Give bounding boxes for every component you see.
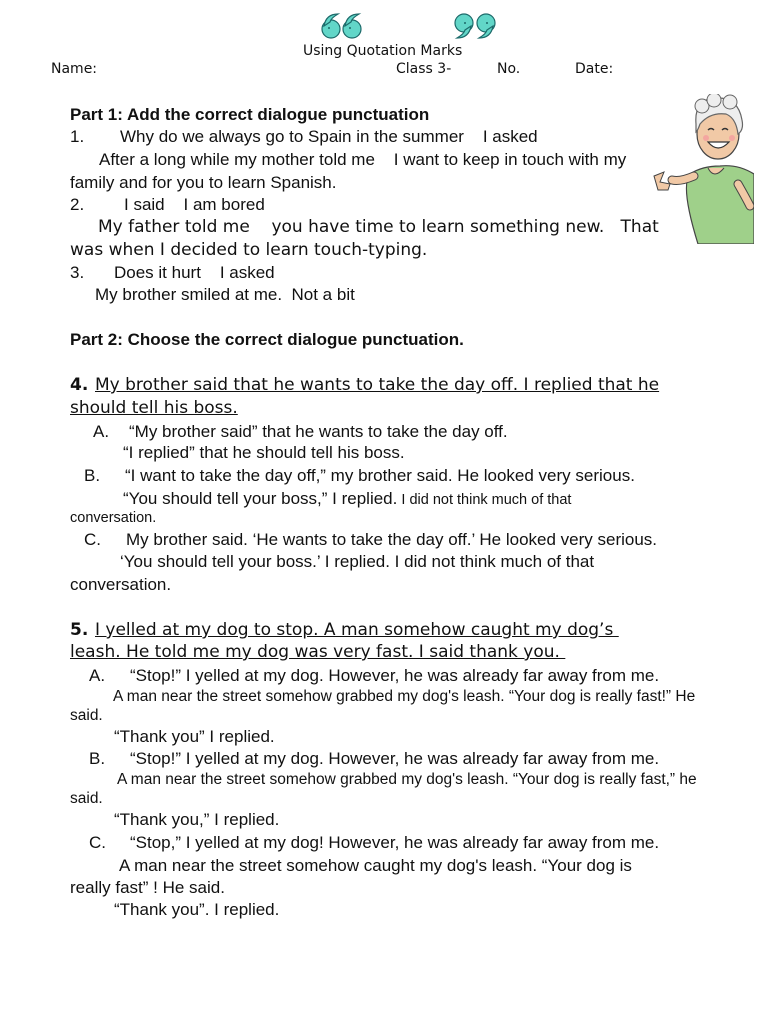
- q2-line: My father told me you have time to learn something new. That: [98, 217, 659, 237]
- q4-option-b-line: conversation.: [70, 510, 157, 526]
- q3-line: Does it hurt I asked: [114, 263, 275, 282]
- q5-option-b-line: said.: [70, 790, 103, 807]
- q5-prompt: leash. He told me my dog was very fast. I said thank you.: [70, 642, 566, 662]
- q4-option-c-line: My brother said. ‘He wants to take the day off.’ He looked very serious.: [126, 530, 658, 549]
- q5-option-c-line: “Thank you”. I replied.: [114, 900, 280, 919]
- q1-line: After a long while my mother told me I want to keep in touch with my: [99, 150, 627, 169]
- q5-option-b-line: A man near the street somehow grabbed my dog's leash. “Your dog is really fast,” he: [117, 771, 697, 788]
- q5-option-b-label: B.: [89, 749, 106, 768]
- q4-option-b-label: B.: [84, 466, 101, 485]
- q5-option-a-line: “Stop!” I yelled at my dog. However, he was already far away from me.: [130, 666, 660, 685]
- q5-option-a-line: A man near the street somehow grabbed my dog's leash. “Your dog is really fast!” He: [113, 688, 696, 705]
- q1-line: family and for you to learn Spanish.: [70, 173, 337, 192]
- q1-line: Why do we always go to Spain in the summer I asked: [120, 127, 538, 146]
- q5-option-b-line: “Stop!” I yelled at my dog. However, he was already far away from me.: [130, 749, 660, 768]
- worksheet-title: Using Quotation Marks: [303, 43, 463, 59]
- q3-number: 3.: [70, 263, 85, 282]
- q2-line: was when I decided to learn touch-typing.: [70, 240, 428, 260]
- q4-option-c-label: C.: [84, 530, 101, 549]
- open-quote-icon: [320, 12, 366, 40]
- q5-option-a-label: A.: [89, 666, 106, 685]
- part1-heading: Part 1: Add the correct dialogue punctuation: [70, 105, 430, 124]
- q3-line: My brother smiled at me. Not a bit: [95, 285, 355, 304]
- part2-heading: Part 2: Choose the correct dialogue punctuation.: [70, 330, 464, 349]
- q5-option-c-line: “Stop,” I yelled at my dog! However, he was already far away from me.: [130, 833, 660, 852]
- q4-option-b-line: “I want to take the day off,” my brother said. He looked very serious.: [125, 466, 635, 485]
- q4-number: 4.: [70, 375, 89, 395]
- q5-option-c-line: A man near the street somehow caught my dog's leash. “Your dog is: [119, 856, 632, 875]
- class-label: Class 3-: [396, 61, 452, 77]
- q4-option-a-label: A.: [93, 422, 110, 441]
- q5-option-b-line: “Thank you,” I replied.: [114, 810, 280, 829]
- number-label: No.: [497, 61, 521, 77]
- date-label: Date:: [575, 61, 614, 77]
- q5-prompt: I yelled at my dog to stop. A man somehow caught my dog’s: [95, 620, 619, 640]
- q2-line: I said I am bored: [124, 195, 265, 214]
- close-quote-icon: [452, 12, 498, 40]
- q5-option-c-label: C.: [89, 833, 106, 852]
- q5-option-c-line: really fast” ! He said.: [70, 878, 225, 897]
- grandmother-illustration: [650, 94, 754, 244]
- q1-number: 1.: [70, 127, 85, 146]
- q5-option-a-line: “Thank you” I replied.: [114, 727, 275, 746]
- q4-option-a-line: “My brother said” that he wants to take the day off.: [129, 422, 508, 441]
- q4-option-a-line: “I replied” that he should tell his boss.: [123, 443, 405, 462]
- q5-number: 5.: [70, 620, 89, 640]
- q4-option-c-line: conversation.: [70, 575, 172, 594]
- q2-number: 2.: [70, 195, 85, 214]
- q4-option-b-line: “You should tell your boss,” I replied. I did not think much of that: [123, 489, 572, 508]
- q4-prompt: My brother said that he wants to take the day off. I replied that he: [95, 375, 660, 395]
- q4-prompt: should tell his boss.: [70, 398, 238, 418]
- q5-option-a-line: said.: [70, 707, 103, 724]
- q4-option-c-line: ‘You should tell your boss.’ I replied. I did not think much of that: [120, 552, 595, 571]
- name-label: Name:: [51, 61, 98, 77]
